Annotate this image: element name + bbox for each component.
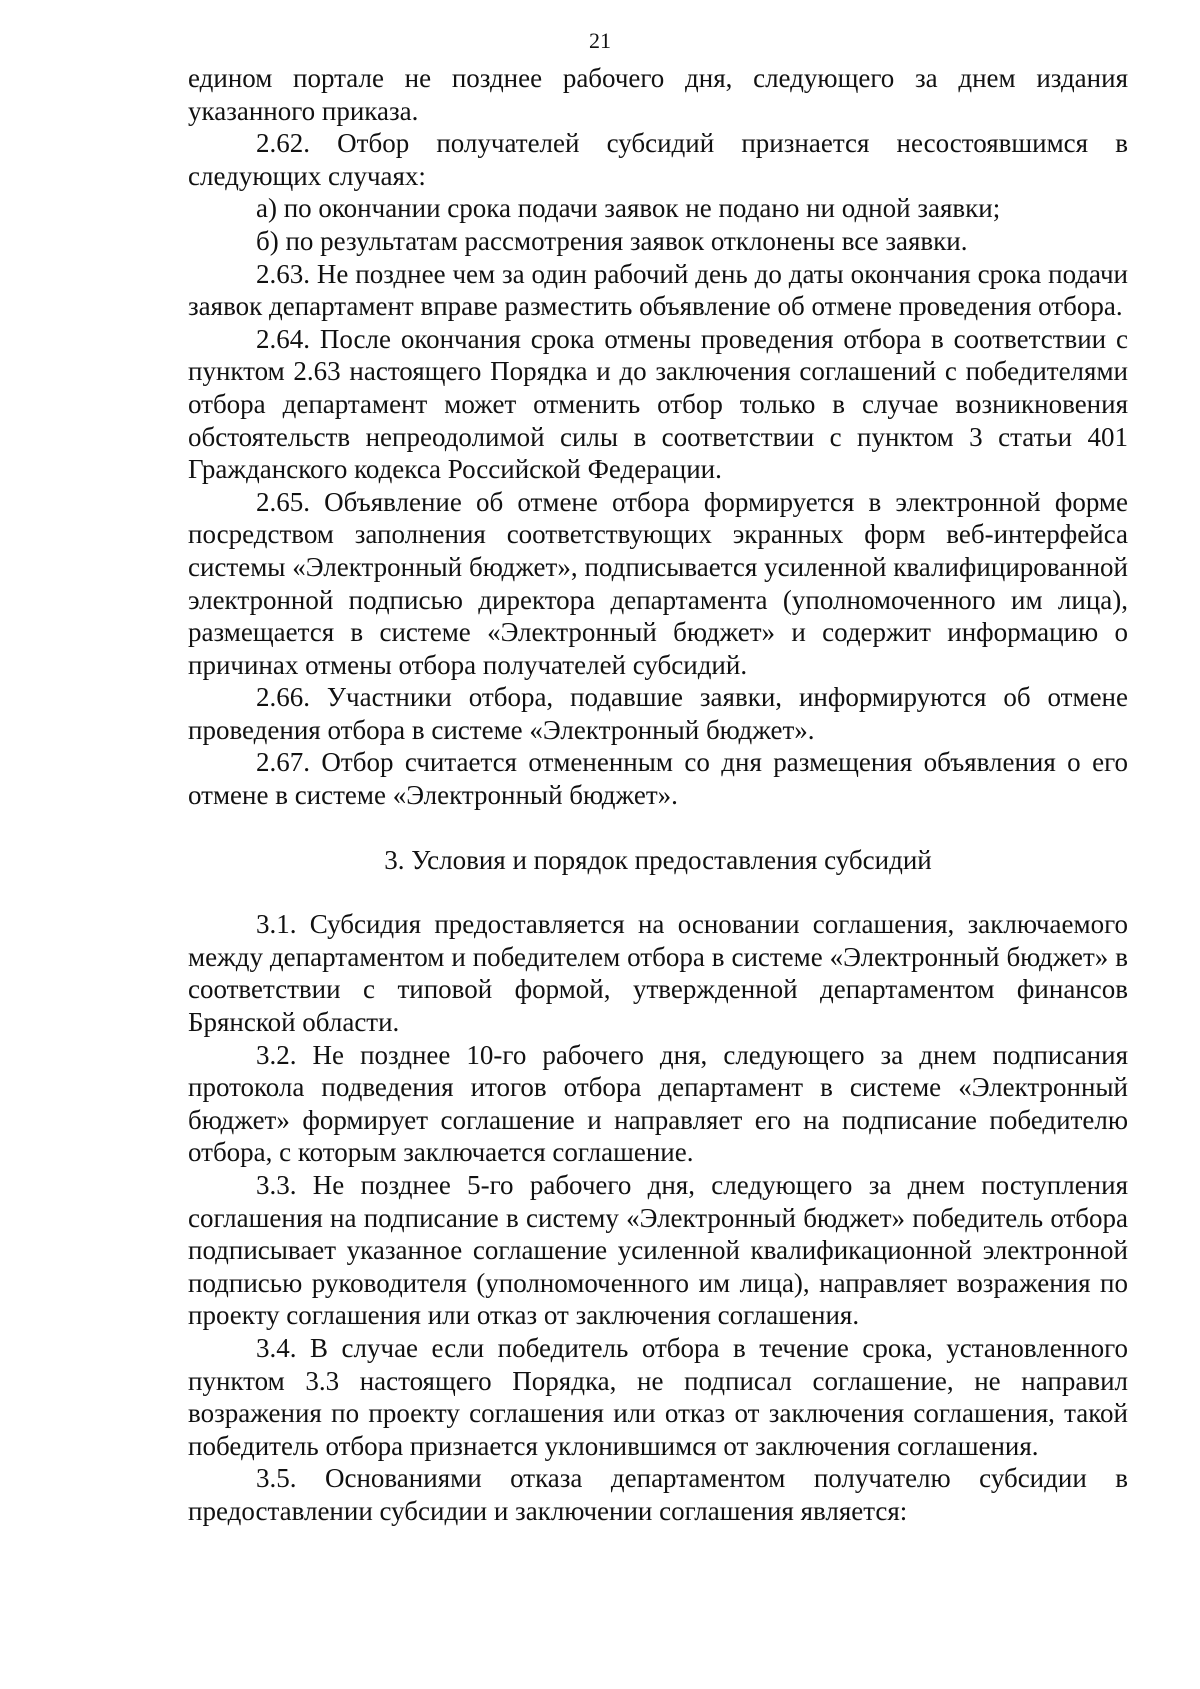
- paragraph-2-62: 2.62. Отбор получателей субсидий признается несостоявшимся в следующих случаях:: [188, 128, 1128, 191]
- paragraph-3-1: 3.1. Субсидия предоставляется на основании соглашения, заключаемого между департаментом и победителем отбора в системе «Электронный бюджет» в соответствии с типовой формой, утвержденной департаментом финансов Брянской области.: [188, 909, 1128, 1038]
- paragraph-3-3: 3.3. Не позднее 5-го рабочего дня, следующего за днем поступления соглашения на подписание в систему «Электронный бюджет» победитель отбора подписывает указанное соглашение усиленной квалификационной электронной подписью руководителя (уполномоченного им лица), направляет возражения по проекту соглашения или отказ от заключения соглашения.: [188, 1170, 1128, 1331]
- paragraph-continuation: едином портале не позднее рабочего дня, следующего за днем издания указанного приказа.: [188, 63, 1128, 126]
- list-item-a: а) по окончании срока подачи заявок не подано ни одной заявки;: [256, 193, 1001, 224]
- list-item-b: б) по результатам рассмотрения заявок отклонены все заявки.: [256, 225, 968, 256]
- paragraph-2-64: 2.64. После окончания срока отмены проведения отбора в соответствии с пунктом 2.63 настоящего Порядка и до заключения соглашений с победителями отбора департамент может отменить отбор только в случае возникновения обстоятельств непреодолимой силы в соответствии с пунктом 3 статьи 401 Гражданского кодекса Российской Федерации.: [188, 323, 1128, 485]
- paragraph-3-4: 3.4. В случае если победитель отбора в течение срока, установленного пунктом 3.3 настоящего Порядка, не подписал соглашение, не направил возражения по проекту соглашения или отказ от заключения соглашения, такой победитель отбора признается уклонившимся от заключения соглашения.: [188, 1332, 1128, 1461]
- page-number: 21: [589, 28, 611, 53]
- paragraph-3-5: 3.5. Основаниями отказа департаментом получателю субсидии в предоставлении субсидии и заключении соглашения является:: [188, 1463, 1128, 1526]
- section-heading: 3. Условия и порядок предоставления субсидий: [384, 844, 932, 875]
- paragraph-2-67: 2.67. Отбор считается отмененным со дня размещения объявления о его отмене в системе «Электронный бюджет».: [188, 747, 1128, 811]
- paragraph-3-2: 3.2. Не позднее 10-го рабочего дня, следующего за днем подписания протокола подведения итогов отбора департамент в системе «Электронный бюджет» формирует соглашение и направляет его на подписание победителю отбора, с которым заключается соглашение.: [188, 1039, 1128, 1168]
- paragraph-2-65: 2.65. Объявление об отмене отбора формируется в электронной форме посредством заполнения соответствующих экранных форм веб-интерфейса системы «Электронный бюджет», подписывается усиленной квалифицированной электронной подписью директора департамента (уполномоченного им лица), размещается в системе «Электронный бюджет» и содержит информацию о причинах отмены отбора получателей субсидий.: [188, 486, 1128, 680]
- paragraph-2-66: 2.66. Участники отбора, подавшие заявки, информируются об отмене проведения отбора в системе «Электронный бюджет».: [188, 682, 1128, 745]
- paragraph-2-63: 2.63. Не позднее чем за один рабочий день до даты окончания срока подачи заявок департамент вправе разместить объявление об отмене проведения отбора.: [188, 258, 1128, 322]
- document-body: [188, 62, 1128, 1528]
